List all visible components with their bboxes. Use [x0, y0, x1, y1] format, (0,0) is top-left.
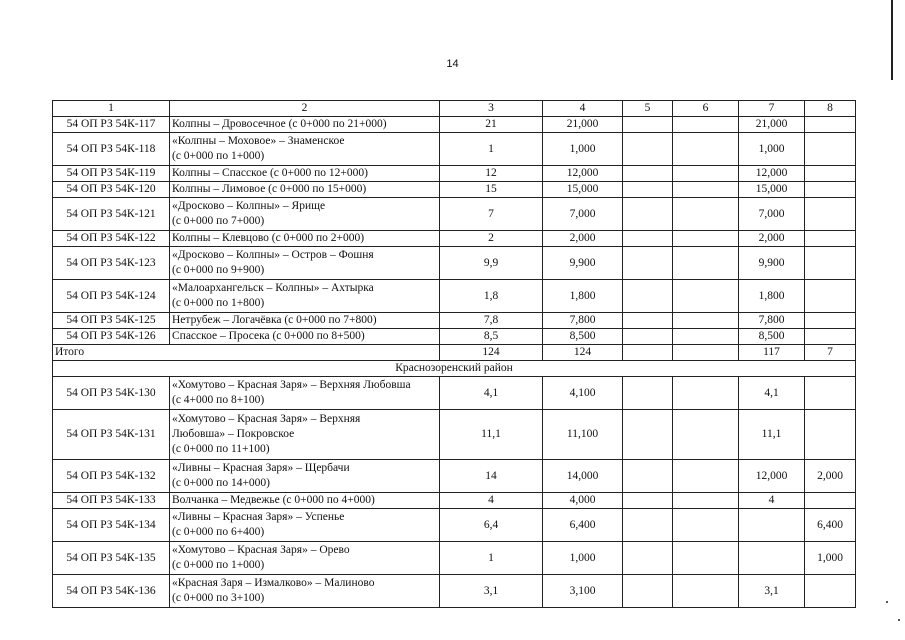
road-name-line: Нетрубеж – Логачёвка (с 0+000 по 7+800): [172, 314, 377, 326]
value-cell-c3: 3,1: [440, 575, 543, 608]
value-cell-c3: 12: [440, 166, 543, 182]
value-cell-c3: 15: [440, 182, 543, 198]
table-row: [53, 542, 856, 575]
value-cell-c7: 9,900: [739, 247, 805, 280]
table-row: [53, 182, 856, 198]
total-value-c8: 7: [805, 345, 856, 361]
table-row: [53, 575, 856, 608]
value-cell-c6: [673, 493, 739, 509]
value-cell-c5: [623, 575, 673, 608]
road-code: 54 ОП РЗ 54К-122: [53, 231, 170, 247]
road-code: 54 ОП РЗ 54К-117: [53, 117, 170, 133]
value-cell-c8: [805, 410, 856, 460]
value-cell-c6: [673, 231, 739, 247]
road-name-line: Любовша» – Покровское: [172, 428, 295, 440]
road-name: [170, 460, 440, 493]
road-name-line: «Дросково – Колпны» – Остров – Фошня: [172, 249, 374, 261]
road-name-line: «Дросково – Колпны» – Ярище: [172, 200, 326, 212]
table-row: [53, 231, 856, 247]
value-cell-c4: 1,000: [543, 133, 623, 166]
value-cell-c4: 21,000: [543, 117, 623, 133]
road-name-line: «Ливны – Красная Заря» – Успенье: [172, 511, 345, 523]
value-cell-c4: 2,000: [543, 231, 623, 247]
value-cell-c5: [623, 166, 673, 182]
value-cell-c5: [623, 231, 673, 247]
road-code: 54 ОП РЗ 54К-134: [53, 509, 170, 542]
value-cell-c3: 11,1: [440, 410, 543, 460]
value-cell-c8: [805, 575, 856, 608]
value-cell-c6: [673, 117, 739, 133]
value-cell-c6: [673, 460, 739, 493]
value-cell-c8: [805, 313, 856, 329]
road-code: 54 ОП РЗ 54К-120: [53, 182, 170, 198]
value-cell-c7: 2,000: [739, 231, 805, 247]
table-row: [53, 377, 856, 410]
road-name-line: Спасское – Просека (с 0+000 по 8+500): [172, 330, 365, 342]
table-row: [53, 460, 856, 493]
road-name-line: (с 0+000 по 6+400): [172, 526, 265, 538]
road-name-line: «Хомутово – Красная Заря» – Орево: [172, 544, 350, 556]
road-name-line: «Красная Заря – Измалково» – Малиново: [172, 577, 375, 589]
road-name-line: (с 0+000 по 7+000): [172, 215, 265, 227]
value-cell-c4: 4,100: [543, 377, 623, 410]
table-row: [53, 280, 856, 313]
value-cell-c7: [739, 542, 805, 575]
column-header: 5: [623, 101, 673, 117]
road-name-line: (с 0+000 по 11+100): [172, 443, 270, 455]
value-cell-c7: 7,000: [739, 198, 805, 231]
value-cell-c6: [673, 509, 739, 542]
road-code: 54 ОП РЗ 54К-119: [53, 166, 170, 182]
table-row: [53, 493, 856, 509]
table-row: [53, 198, 856, 231]
total-value-c3: 124: [440, 345, 543, 361]
value-cell-c3: 1: [440, 133, 543, 166]
district-row: [53, 361, 856, 377]
total-value-c6: [673, 345, 739, 361]
road-name: [170, 198, 440, 231]
value-cell-c3: 4,1: [440, 377, 543, 410]
value-cell-c7: 21,000: [739, 117, 805, 133]
road-code: 54 ОП РЗ 54К-132: [53, 460, 170, 493]
road-name-line: (с 0+000 по 1+800): [172, 297, 265, 309]
value-cell-c4: 4,000: [543, 493, 623, 509]
value-cell-c8: [805, 198, 856, 231]
value-cell-c5: [623, 117, 673, 133]
road-name: [170, 182, 440, 198]
value-cell-c3: 1,8: [440, 280, 543, 313]
value-cell-c4: 12,000: [543, 166, 623, 182]
value-cell-c4: 1,800: [543, 280, 623, 313]
value-cell-c5: [623, 509, 673, 542]
value-cell-c3: 4: [440, 493, 543, 509]
road-code: 54 ОП РЗ 54К-118: [53, 133, 170, 166]
value-cell-c4: 11,100: [543, 410, 623, 460]
table-body: [53, 101, 856, 608]
road-name: [170, 575, 440, 608]
value-cell-c7: 11,1: [739, 410, 805, 460]
column-header: 6: [673, 101, 739, 117]
value-cell-c6: [673, 247, 739, 280]
value-cell-c8: 2,000: [805, 460, 856, 493]
road-name-line: (с 0+000 по 14+000): [172, 477, 271, 489]
value-cell-c5: [623, 247, 673, 280]
road-code: 54 ОП РЗ 54К-124: [53, 280, 170, 313]
road-name: [170, 313, 440, 329]
value-cell-c6: [673, 410, 739, 460]
value-cell-c8: [805, 231, 856, 247]
scan-edge-line: [891, 0, 893, 80]
value-cell-c6: [673, 575, 739, 608]
value-cell-c4: 9,900: [543, 247, 623, 280]
total-value-c5: [623, 345, 673, 361]
road-name: [170, 280, 440, 313]
value-cell-c4: 6,400: [543, 509, 623, 542]
table-row: [53, 117, 856, 133]
table-row: [53, 313, 856, 329]
value-cell-c3: 14: [440, 460, 543, 493]
value-cell-c7: 7,800: [739, 313, 805, 329]
total-row: [53, 345, 856, 361]
value-cell-c8: 6,400: [805, 509, 856, 542]
value-cell-c7: [739, 509, 805, 542]
road-name-line: (с 0+000 по 1+000): [172, 150, 265, 162]
district-name: Краснозоренский район: [53, 361, 856, 377]
table-row: [53, 410, 856, 460]
road-code: 54 ОП РЗ 54К-130: [53, 377, 170, 410]
road-code: 54 ОП РЗ 54К-121: [53, 198, 170, 231]
value-cell-c6: [673, 542, 739, 575]
value-cell-c5: [623, 410, 673, 460]
value-cell-c7: 15,000: [739, 182, 805, 198]
road-name-line: Колпны – Спасское (с 0+000 по 12+000): [172, 167, 368, 179]
value-cell-c6: [673, 198, 739, 231]
column-header: 7: [739, 101, 805, 117]
value-cell-c5: [623, 329, 673, 345]
value-cell-c7: 1,000: [739, 133, 805, 166]
value-cell-c4: 7,000: [543, 198, 623, 231]
value-cell-c3: 2: [440, 231, 543, 247]
value-cell-c6: [673, 329, 739, 345]
road-name: [170, 166, 440, 182]
value-cell-c8: [805, 133, 856, 166]
value-cell-c5: [623, 280, 673, 313]
road-name-line: «Колпны – Моховое» – Знаменское: [172, 135, 345, 147]
road-name: [170, 329, 440, 345]
column-header: 2: [170, 101, 440, 117]
value-cell-c7: 12,000: [739, 460, 805, 493]
value-cell-c5: [623, 493, 673, 509]
road-name: [170, 410, 440, 460]
value-cell-c3: 7,8: [440, 313, 543, 329]
road-name-line: (с 4+000 по 8+100): [172, 394, 265, 406]
value-cell-c5: [623, 182, 673, 198]
value-cell-c7: 8,500: [739, 329, 805, 345]
value-cell-c6: [673, 377, 739, 410]
value-cell-c5: [623, 313, 673, 329]
total-label: Итого: [53, 345, 440, 361]
value-cell-c6: [673, 133, 739, 166]
value-cell-c6: [673, 313, 739, 329]
total-value-c4: 124: [543, 345, 623, 361]
table-row: [53, 166, 856, 182]
column-header: 3: [440, 101, 543, 117]
road-code: 54 ОП РЗ 54К-133: [53, 493, 170, 509]
road-name-line: Волчанка – Медвежье (с 0+000 по 4+000): [172, 494, 375, 506]
road-name-line: «Хомутово – Красная Заря» – Верхняя: [172, 413, 361, 425]
column-header: 4: [543, 101, 623, 117]
value-cell-c5: [623, 133, 673, 166]
value-cell-c4: 1,000: [543, 542, 623, 575]
road-name-line: «Малоархангельск – Колпны» – Ахтырка: [172, 282, 374, 294]
page-number: 14: [446, 58, 459, 70]
road-code: 54 ОП РЗ 54К-125: [53, 313, 170, 329]
value-cell-c7: 1,800: [739, 280, 805, 313]
value-cell-c4: 3,100: [543, 575, 623, 608]
road-name-line: (с 0+000 по 9+900): [172, 264, 265, 276]
value-cell-c5: [623, 542, 673, 575]
value-cell-c4: 14,000: [543, 460, 623, 493]
value-cell-c3: 1: [440, 542, 543, 575]
road-name-line: Колпны – Лимовое (с 0+000 по 15+000): [172, 183, 367, 195]
column-header: 1: [53, 101, 170, 117]
road-name-line: «Ливны – Красная Заря» – Щербачи: [172, 462, 350, 474]
scan-speck: [886, 601, 888, 603]
road-name: [170, 133, 440, 166]
road-name: [170, 509, 440, 542]
header-row: [53, 101, 856, 117]
road-name-line: «Хомутово – Красная Заря» – Верхняя Любовша: [172, 379, 411, 391]
table-row: [53, 247, 856, 280]
roads-table: [52, 100, 856, 608]
road-name-line: (с 0+000 по 3+100): [172, 592, 265, 604]
value-cell-c5: [623, 377, 673, 410]
road-code: 54 ОП РЗ 54К-126: [53, 329, 170, 345]
road-name: [170, 231, 440, 247]
road-code: 54 ОП РЗ 54К-135: [53, 542, 170, 575]
road-name: [170, 542, 440, 575]
value-cell-c3: 7: [440, 198, 543, 231]
road-name: [170, 117, 440, 133]
value-cell-c4: 15,000: [543, 182, 623, 198]
value-cell-c3: 6,4: [440, 509, 543, 542]
road-code: 54 ОП РЗ 54К-131: [53, 410, 170, 460]
value-cell-c4: 8,500: [543, 329, 623, 345]
value-cell-c7: 4,1: [739, 377, 805, 410]
value-cell-c7: 3,1: [739, 575, 805, 608]
value-cell-c5: [623, 198, 673, 231]
scan-speck: [898, 619, 900, 621]
value-cell-c7: 4: [739, 493, 805, 509]
value-cell-c8: [805, 493, 856, 509]
table-row: [53, 133, 856, 166]
value-cell-c7: 12,000: [739, 166, 805, 182]
road-name-line: (с 0+000 по 1+000): [172, 559, 265, 571]
table-row: [53, 329, 856, 345]
value-cell-c8: [805, 182, 856, 198]
value-cell-c5: [623, 460, 673, 493]
road-name-line: Колпны – Дровосечное (с 0+000 по 21+000): [172, 118, 387, 130]
road-code: 54 ОП РЗ 54К-123: [53, 247, 170, 280]
value-cell-c8: [805, 166, 856, 182]
road-name: [170, 377, 440, 410]
total-value-c7: 117: [739, 345, 805, 361]
value-cell-c6: [673, 166, 739, 182]
column-header: 8: [805, 101, 856, 117]
value-cell-c8: [805, 329, 856, 345]
value-cell-c8: [805, 117, 856, 133]
table-row: [53, 509, 856, 542]
value-cell-c8: 1,000: [805, 542, 856, 575]
value-cell-c6: [673, 182, 739, 198]
value-cell-c3: 21: [440, 117, 543, 133]
value-cell-c3: 9,9: [440, 247, 543, 280]
value-cell-c3: 8,5: [440, 329, 543, 345]
road-name: [170, 493, 440, 509]
value-cell-c8: [805, 247, 856, 280]
value-cell-c4: 7,800: [543, 313, 623, 329]
value-cell-c6: [673, 280, 739, 313]
value-cell-c8: [805, 280, 856, 313]
road-code: 54 ОП РЗ 54К-136: [53, 575, 170, 608]
value-cell-c8: [805, 377, 856, 410]
road-name: [170, 247, 440, 280]
road-name-line: Колпны – Клевцово (с 0+000 по 2+000): [172, 232, 365, 244]
